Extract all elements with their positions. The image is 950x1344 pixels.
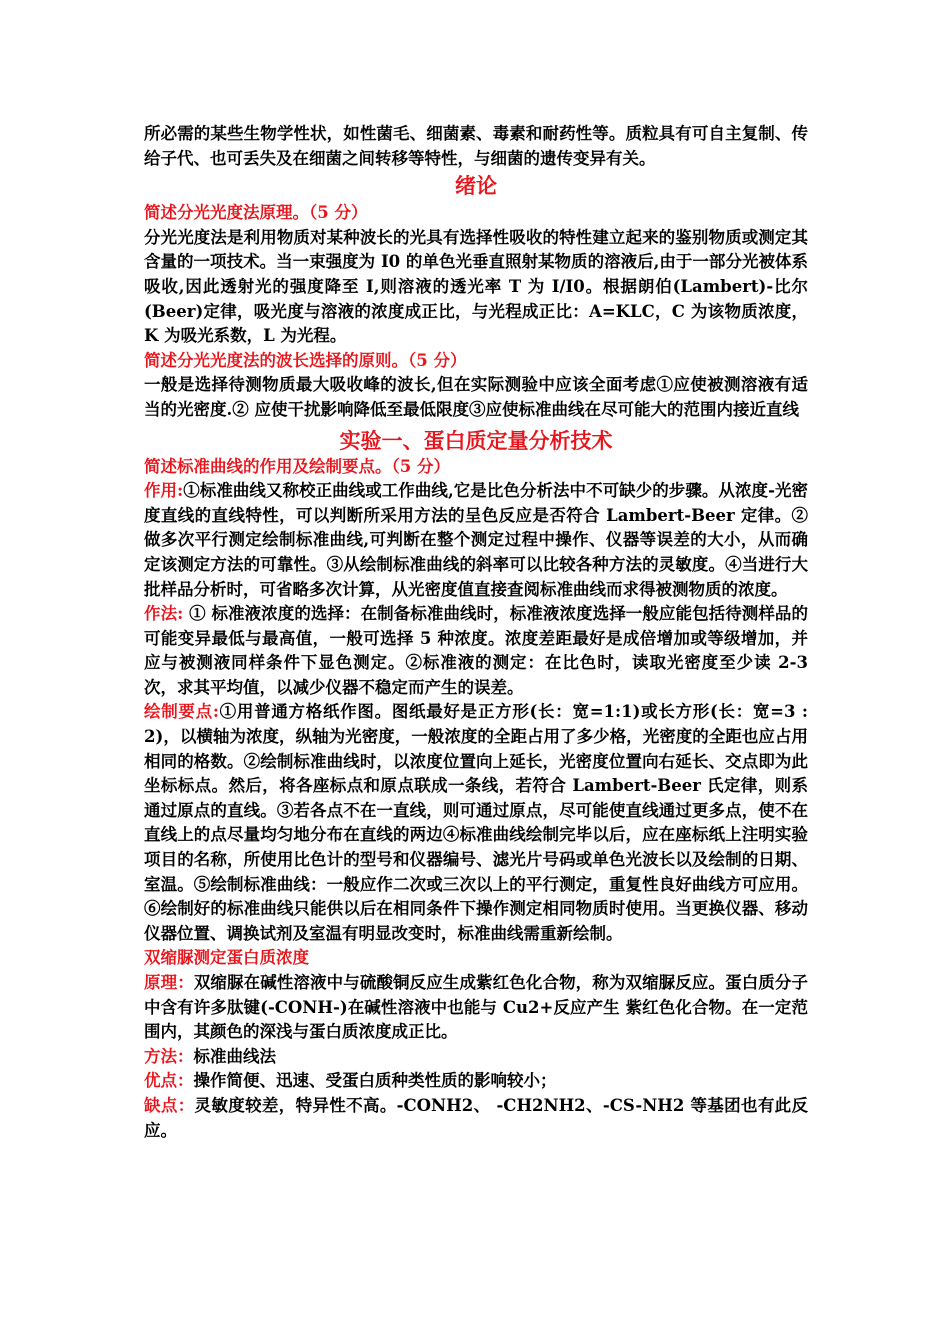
role-text: ①标准曲线又称校正曲线或工作曲线,它是比色分析法中不可缺少的步骤。从浓度-光密度直线的直线特性，可以判断所采用方法的呈色反应是否符合 Lambert-Beer 定律。②做多次平行测定绘制标准曲线,可判断在整个测定过程中操作、仪器等误差的大小，从而确定该测定方法的可靠性。③从绘制标准曲线的斜率可以比较各种方法的灵敏度。④当进行大批样品分析时，可省略多次计算，从光密度值直接查阅标准曲线而求得被测物质的浓度。 [144,481,809,599]
method-text: 标准曲线法 [193,1046,276,1066]
answer-paragraph [144,1094,808,1143]
answer-paragraph: 分光光度法是利用物质对某种波长的光具有选择性吸收的特性建立起来的鉴别物质或测定其含量的一项技术。当一束强度为 I0 的单色光垂直照射某物质的溶液后,由于一部分光被体系吸收,因此透射光的强度降至 I,则溶液的透光率 T 为 I/I0。根据朗伯(Lambert)-比尔(Beer)定律，吸光度与溶液的浓度成正比，与光程成正比：A=KLC，C 为该物质浓度，K 为吸光系数，L 为光程。 [144,227,808,346]
points-label: 绘制要点: [144,702,219,722]
question-heading: 双缩脲测定蛋白质浓度 [144,948,309,968]
question-heading: 简述分光光度法原理。（5 分） [144,203,368,223]
pros-text: 操作简便、迅速、受蛋白质种类性质的影响较小； [193,1071,557,1091]
points-text: ①用普通方格纸作图。图纸最好是正方形(长：宽=1:1)或长方形(长：宽=3 : 2)，以横轴为浓度，纵轴为光密度，一般浓度的全距占用了多少格，光密度的全距也应占用相同的格数。②绘制标准曲线时，以浓度位置向上延长，光密度位置向右延长、交点即为此坐标标点。然后，将各座标点和原点联成一条线，若符合 Lambert-Beer 氏定律，则系通过原点的直线。③若各点不在一直线，则可通过原点，尽可能使直线通过更多点，使不在直线上的点尽量均匀地分布在直线的两边④标准曲线绘制完毕以后，应在座标纸上注明实验项目的名称，所使用比色计的型号和仪器编号、滤光片号码或单色光波长以及绘制的日期、室温。⑤绘制标准曲线：一般应作二次或三次以上的平行测定，重复性良好曲线方可应用。⑥绘制好的标准曲线只能供以后在相同条件下操作测定相同物质时使用。当更换仪器、移动仪器位置、调换试剂及室温有明显改变时，标准曲线需重新绘制。 [144,702,808,943]
pros-label: 优点： [144,1071,194,1091]
method-label: 作法: [144,604,184,624]
answer-paragraph: 一般是选择待测物质最大吸收峰的波长,但在实际测验中应该全面考虑①应使被测溶液有适当的光密度.② 应使干扰影响降低至最低限度③应使标准曲线在尽可能大的范围内接近直线 [144,375,808,419]
principle-text: 双缩脲在碱性溶液中与硫酸铜反应生成紫红色化合物，称为双缩脲反应。蛋白质分子中含有许多肽键(-CONH-)在碱性溶液中也能与 Cu2+反应产生 紫红色化合物。在一定范围内，其颜色的深浅与蛋白质浓度成正比。 [144,973,809,1042]
method-text: ① 标准液浓度的选择：在制备标准曲线时，标准液浓度选择一般应能包括待测样品的可能变异最低与最高值，一般可选择 5 种浓度。浓度差距最好是成倍增加或等级增加，并应与被测液同样条件下显色测定。②标准液的测定：在比色时，读取光密度至少读 2-3 次，求其平均值，以减少仪器不稳定而产生的误差。 [144,604,808,697]
question-heading: 简述标准曲线的作用及绘制要点。（5 分） [144,456,450,476]
answer-paragraph [144,1045,808,1070]
answer-paragraph [144,479,808,602]
answer-paragraph [144,700,808,946]
document-page [144,122,808,1143]
section-title-experiment-one: 实验一、蛋白质定量分析技术 [339,427,613,453]
answer-paragraph [144,1069,808,1094]
cons-text: 灵敏度较差，特异性不高。-CONH2、 -CH2NH2、-CS-NH2 等基团也有此反应。 [144,1095,809,1140]
answer-paragraph [144,602,808,700]
intro-paragraph: 所必需的某些生物学性状，如性菌毛、细菌素、毒素和耐药性等。质粒具有可自主复制、传给子代、也可丢失及在细菌之间转移等特性，与细菌的遗传变异有关。 [144,124,808,168]
question-heading: 简述分光光度法的波长选择的原则。（5 分） [144,350,467,370]
section-title-introduction: 绪论 [455,173,497,199]
answer-paragraph [144,971,808,1045]
cons-label: 缺点： [144,1095,195,1115]
principle-label: 原理： [144,973,194,992]
role-label: 作用: [144,481,184,501]
method-label: 方法： [144,1046,194,1066]
